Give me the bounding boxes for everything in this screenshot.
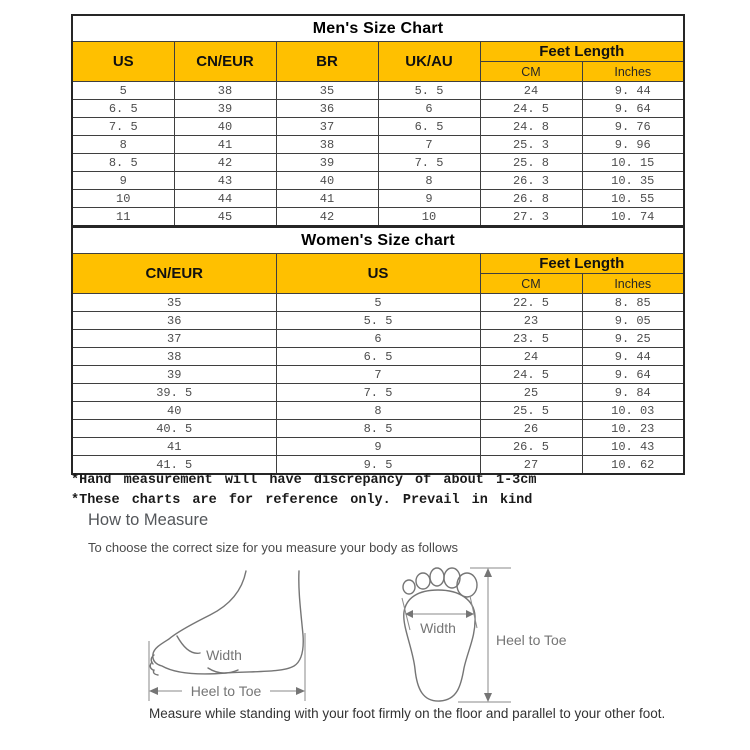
table-cell: 42 <box>276 208 378 227</box>
table-cell: 5 <box>276 294 480 312</box>
table-cell: 9. 64 <box>582 100 684 118</box>
table-cell: 6 <box>276 330 480 348</box>
womens-col-header-feet-length: Feet Length <box>480 254 684 274</box>
table-cell: 9. 84 <box>582 384 684 402</box>
mens-chart-title-row <box>72 15 684 42</box>
table-cell: 27 <box>480 456 582 475</box>
womens-chart-title: Women's Size chart <box>72 227 684 254</box>
table-cell: 25. 5 <box>480 402 582 420</box>
table-cell: 41 <box>276 190 378 208</box>
note-reference-only: *These charts are for reference only. Prevail in kind <box>71 493 533 508</box>
table-cell: 26. 8 <box>480 190 582 208</box>
table-cell: 25. 8 <box>480 154 582 172</box>
table-cell: 38 <box>72 348 276 366</box>
table-row <box>72 208 684 227</box>
table-cell: 10. 43 <box>582 438 684 456</box>
table-cell: 7 <box>276 366 480 384</box>
toe <box>416 573 430 589</box>
table-cell: 27. 3 <box>480 208 582 227</box>
table-cell: 10. 03 <box>582 402 684 420</box>
table-cell: 10 <box>72 190 174 208</box>
mens-col-header-us: US <box>72 42 174 82</box>
table-row <box>72 294 684 312</box>
width-label: Width <box>206 647 242 663</box>
table-row <box>72 82 684 100</box>
width-leader-line <box>177 636 200 653</box>
arrowhead-right-icon <box>296 687 305 695</box>
table-cell: 23 <box>480 312 582 330</box>
mens-size-chart-table <box>71 14 685 227</box>
table-cell: 39 <box>72 366 276 384</box>
table-cell: 5 <box>72 82 174 100</box>
table-cell: 8 <box>276 402 480 420</box>
big-toe <box>457 573 477 597</box>
table-cell: 10 <box>378 208 480 227</box>
table-cell: 7 <box>378 136 480 154</box>
table-cell: 7. 5 <box>72 118 174 136</box>
table-cell: 22. 5 <box>480 294 582 312</box>
womens-chart-title-row <box>72 227 684 254</box>
table-cell: 6. 5 <box>276 348 480 366</box>
table-cell: 10. 23 <box>582 420 684 438</box>
how-to-measure-heading: How to Measure <box>88 511 209 529</box>
table-cell: 41 <box>72 438 276 456</box>
table-cell: 25. 3 <box>480 136 582 154</box>
table-cell: 24 <box>480 348 582 366</box>
table-cell: 9. 96 <box>582 136 684 154</box>
table-cell: 26 <box>480 420 582 438</box>
table-cell: 5. 5 <box>378 82 480 100</box>
table-row <box>72 330 684 348</box>
table-cell: 8 <box>378 172 480 190</box>
table-cell: 9 <box>378 190 480 208</box>
table-cell: 9. 25 <box>582 330 684 348</box>
toe-lines <box>150 655 158 675</box>
table-cell: 9. 44 <box>582 82 684 100</box>
table-cell: 40 <box>276 172 378 190</box>
table-cell: 10. 35 <box>582 172 684 190</box>
table-cell: 10. 15 <box>582 154 684 172</box>
table-row <box>72 136 684 154</box>
table-cell: 41. 5 <box>72 456 276 475</box>
table-cell: 10. 55 <box>582 190 684 208</box>
sole-outline <box>404 590 475 701</box>
table-cell: 39 <box>174 100 276 118</box>
heel-to-toe-label: Heel to Toe <box>190 683 262 699</box>
table-cell: 7. 5 <box>378 154 480 172</box>
note-hand-measurement: *Hand measurement will have discrepancy of about 1-3cm <box>71 473 537 488</box>
heel-to-toe-label: Heel to Toe <box>496 632 567 648</box>
table-cell: 37 <box>72 330 276 348</box>
arrowhead-right-icon <box>466 610 474 618</box>
womens-size-chart-table <box>71 226 685 475</box>
foot-side-view-illustration <box>146 565 310 707</box>
toe <box>430 568 444 586</box>
table-row <box>72 312 684 330</box>
table-row <box>72 118 684 136</box>
disclaimer-notes <box>71 471 536 511</box>
arrowhead-left-icon <box>149 687 158 695</box>
womens-chart-header-row <box>72 254 684 274</box>
table-cell: 38 <box>174 82 276 100</box>
table-row <box>72 348 684 366</box>
table-cell: 6. 5 <box>378 118 480 136</box>
table-row <box>72 420 684 438</box>
measure-caption: Measure while standing with your foot firmly on the floor and parallel to your other foot. <box>149 706 666 721</box>
table-cell: 35 <box>72 294 276 312</box>
mens-chart-title: Men's Size Chart <box>72 15 684 42</box>
table-cell: 8 <box>72 136 174 154</box>
width-guide-right <box>470 596 477 628</box>
table-cell: 23. 5 <box>480 330 582 348</box>
table-cell: 25 <box>480 384 582 402</box>
table-cell: 35 <box>276 82 378 100</box>
table-cell: 40. 5 <box>72 420 276 438</box>
table-cell: 9. 44 <box>582 348 684 366</box>
table-cell: 26. 5 <box>480 438 582 456</box>
table-cell: 11 <box>72 208 174 227</box>
how-to-measure-subheading: To choose the correct size for you measure your body as follows <box>88 540 458 555</box>
table-cell: 8. 5 <box>72 154 174 172</box>
toe-small <box>403 580 415 594</box>
table-row <box>72 402 684 420</box>
womens-col-header-inches: Inches <box>582 274 684 294</box>
arch-detail <box>208 668 238 673</box>
table-cell: 5. 5 <box>276 312 480 330</box>
table-cell: 44 <box>174 190 276 208</box>
womens-col-header-cneur: CN/EUR <box>72 254 276 294</box>
arrowhead-down-icon <box>484 693 492 702</box>
footprint-illustration <box>396 556 571 708</box>
table-cell: 42 <box>174 154 276 172</box>
table-row <box>72 366 684 384</box>
table-cell: 24 <box>480 82 582 100</box>
table-cell: 7. 5 <box>276 384 480 402</box>
mens-col-header-cneur: CN/EUR <box>174 42 276 82</box>
arrowhead-up-icon <box>484 568 492 577</box>
table-cell: 39. 5 <box>72 384 276 402</box>
table-cell: 24. 8 <box>480 118 582 136</box>
table-row <box>72 100 684 118</box>
table-cell: 40 <box>72 402 276 420</box>
mens-col-header-cm: CM <box>480 62 582 82</box>
table-cell: 43 <box>174 172 276 190</box>
width-label: Width <box>420 620 456 636</box>
table-row <box>72 154 684 172</box>
table-row <box>72 190 684 208</box>
table-cell: 10. 74 <box>582 208 684 227</box>
table-cell: 9 <box>72 172 174 190</box>
table-row <box>72 172 684 190</box>
table-cell: 9. 05 <box>582 312 684 330</box>
mens-chart-body <box>72 82 684 227</box>
table-cell: 9 <box>276 438 480 456</box>
table-cell: 24. 5 <box>480 366 582 384</box>
womens-col-header-cm: CM <box>480 274 582 294</box>
table-cell: 9. 76 <box>582 118 684 136</box>
mens-col-header-feet-length: Feet Length <box>480 42 684 62</box>
table-cell: 26. 3 <box>480 172 582 190</box>
table-cell: 10. 62 <box>582 456 684 475</box>
table-cell: 38 <box>276 136 378 154</box>
table-cell: 9. 64 <box>582 366 684 384</box>
table-cell: 6. 5 <box>72 100 174 118</box>
table-cell: 8. 5 <box>276 420 480 438</box>
table-cell: 40 <box>174 118 276 136</box>
table-cell: 9. 5 <box>276 456 480 475</box>
table-cell: 6 <box>378 100 480 118</box>
womens-col-header-us: US <box>276 254 480 294</box>
table-cell: 24. 5 <box>480 100 582 118</box>
table-cell: 37 <box>276 118 378 136</box>
table-cell: 36 <box>276 100 378 118</box>
table-cell: 41 <box>174 136 276 154</box>
womens-chart-body <box>72 294 684 475</box>
table-row <box>72 438 684 456</box>
mens-col-header-br: BR <box>276 42 378 82</box>
mens-chart-header-row <box>72 42 684 62</box>
table-cell: 8. 85 <box>582 294 684 312</box>
mens-col-header-ukau: UK/AU <box>378 42 480 82</box>
mens-col-header-inches: Inches <box>582 62 684 82</box>
table-cell: 45 <box>174 208 276 227</box>
table-cell: 36 <box>72 312 276 330</box>
table-row <box>72 384 684 402</box>
table-cell: 39 <box>276 154 378 172</box>
